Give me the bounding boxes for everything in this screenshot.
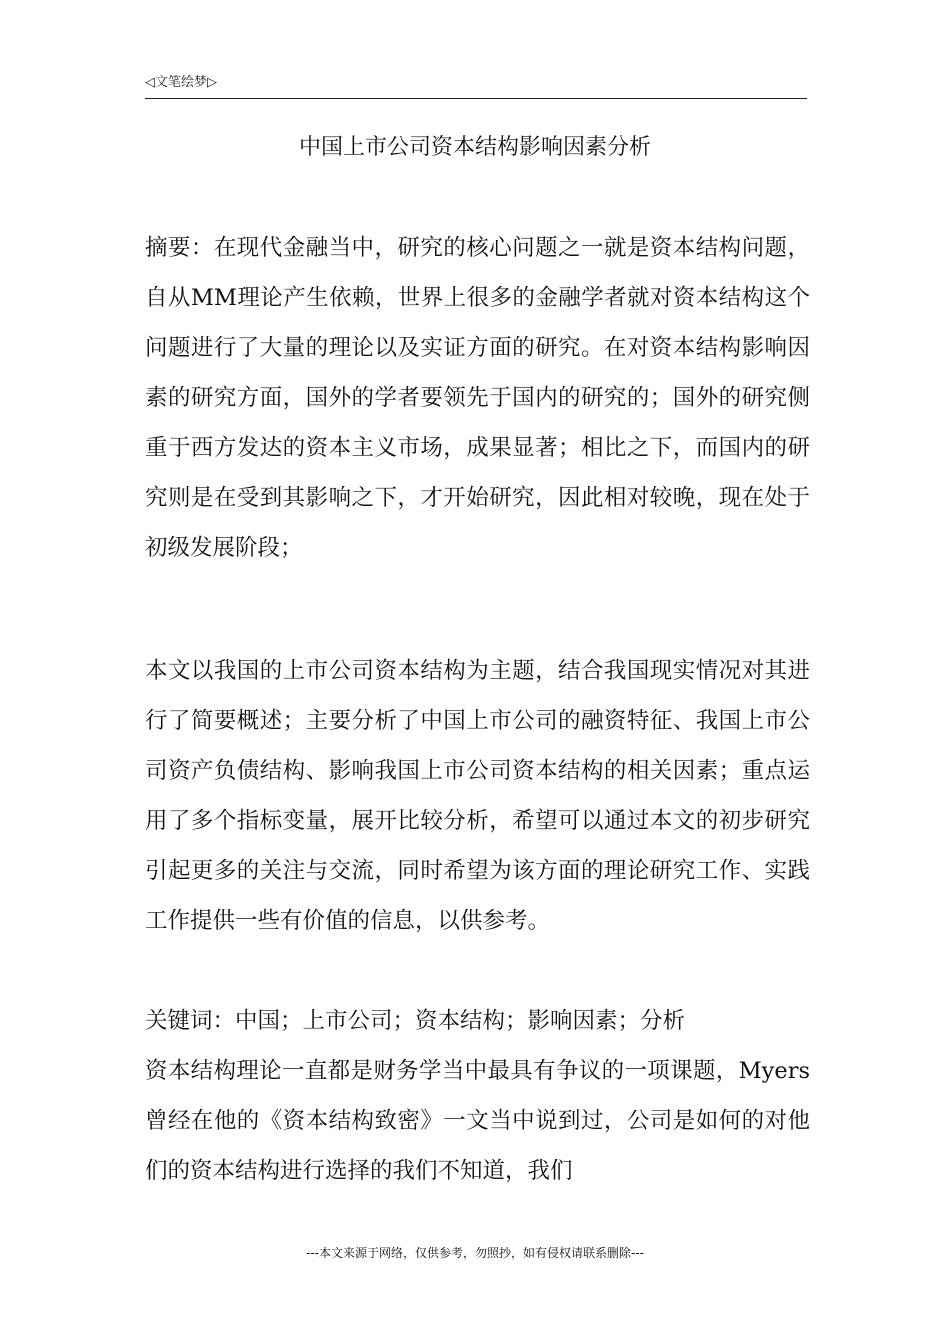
intro-paragraph: 本文以我国的上市公司资本结构为主题，结合我国现实情况对其进行了简要概述；主要分析了中国上市公司的融资特征、我国上市公司资产负债结构、影响我国上市公司资本结构的相关因素；重点运用了多个指标变量，展开比较分析，希望可以通过本文的初步研究引起更多的关注与交流，同时希望为该方面的理论研究工作、实践工作提供一些有价值的信息，以供参考。 (145, 658, 810, 934)
document-title: 中国上市公司资本结构影响因素分析 (298, 135, 651, 160)
keywords-line: 关键词：中国；上市公司；资本结构；影响因素；分析 (145, 1008, 686, 1034)
page-footer: ---本文来源于网络，仅供参考，勿照抄，如有侵权请联系删除--- (306, 1246, 644, 1260)
header-label: ◁文笔绘梦▷ (145, 75, 217, 90)
body-paragraph: 资本结构理论一直都是财务学当中最具有争议的一项课题，Myers曾经在他的《资本结构致密》一文当中说到过，公司是如何的对他们的资本结构进行选择的我们不知道，我们 (145, 1058, 810, 1184)
abstract-paragraph: 摘要：在现代金融当中，研究的核心问题之一就是资本结构问题，自从MM理论产生依赖，世界上很多的金融学者就对资本结构这个问题进行了大量的理论以及实证方面的研究。在对资本结构影响因素的研究方面，国外的学者要领先于国内的研究的；国外的研究侧重于西方发达的资本主义市场，成果显著；相比之下，而国内的研究则是在受到其影响之下，才开始研究，因此相对较晚，现在处于初级发展阶段； (145, 235, 810, 561)
page-header (145, 74, 807, 99)
